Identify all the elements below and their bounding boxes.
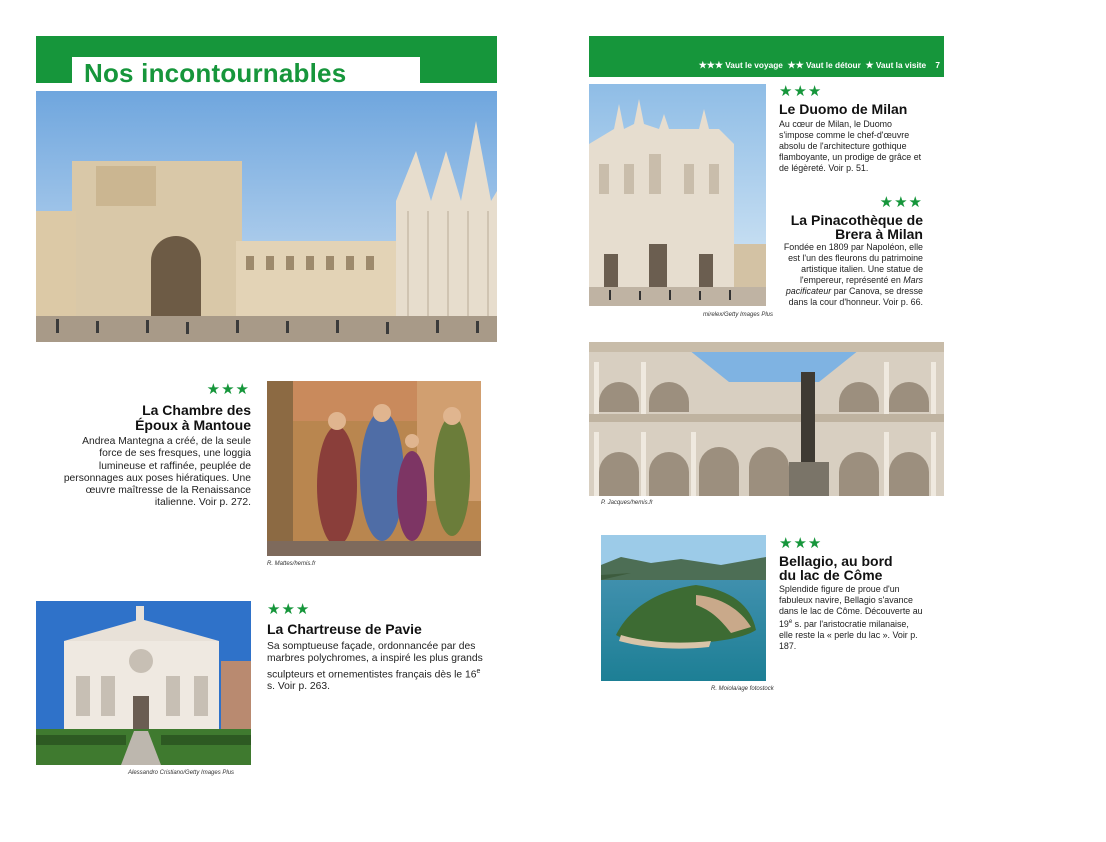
brera-title-line2: Brera à Milan [835, 226, 923, 242]
mantoue-photo-credit: R. Mattes/hemis.fr [267, 561, 316, 567]
pavie-photo-credit: Alessandro Cristiano/Getty Images Plus [128, 770, 235, 776]
galleria-photo [36, 91, 497, 342]
chartreuse-pavie-photo [36, 601, 251, 765]
brera-title-line1: La Pinacothèque de [790, 212, 923, 228]
mantoue-stars: ★★★ [206, 380, 250, 398]
pavie-stars: ★★★ [267, 600, 311, 618]
pavie-text-part2: s. Voir p. 263. [267, 681, 330, 693]
bellagio-text-sup: e [788, 618, 793, 625]
bellagio-stars: ★★★ [779, 534, 823, 552]
page-title: Nos incontournables [84, 58, 347, 88]
duomo-text: Au cœur de Milan, le Duomo s'impose comme le chef-d'œuvre absolu de l'architecture gothique flamboyante, un prodige de grâce et de légèreté. Voir p. 51. [779, 119, 922, 173]
brera-photo-credit: P. Jacques/hemis.fr [601, 500, 653, 506]
mantoue-title-line2: Époux à Mantoue [135, 417, 251, 433]
bellagio-text-part1: Splendide figure de proue d'un fabuleux navire, Bellagio s'avance dans le lac de Côme. Découverte au 19 [779, 584, 923, 629]
legend-label-2: Vaut le détour [805, 60, 861, 70]
legend-label-3: Vaut le voyage [725, 60, 783, 70]
bellagio-text-part2: s. par l'aristocratie milanaise, elle reste la « perle du lac ». Voir p. 187. [779, 618, 918, 651]
legend-stars-3: ★★★ [698, 60, 723, 70]
mantoue-text: Andrea Mantegna a créé, de la seule force de ses fresques, une loggia lumineuse et raffinée, peuplée de personnages aux poses hiératiques. Une œuvre maîtresse de la Renaissance italienne. Voir p. 272. [63, 436, 251, 509]
pavie-text [267, 641, 483, 694]
brera-courtyard-photo [589, 342, 944, 496]
pavie-text-part1: Sa somptueuse façade, ordonnancée par des marbres polychromes, a inspiré les plus grands sculpteurs et ornementistes français dès le 16 [267, 641, 483, 681]
bellagio-title-line2: du lac de Côme [779, 567, 883, 583]
duomo-stars: ★★★ [779, 82, 823, 100]
duomo-title: Le Duomo de Milan [779, 101, 908, 117]
legend-stars-1: ★ [865, 60, 874, 70]
bellagio-title-line1: Bellagio, au bord [779, 553, 893, 569]
bellagio-text [779, 584, 924, 651]
legend-label-1: Vaut la visite [875, 60, 927, 70]
page-number: 7 [935, 60, 940, 70]
bellagio-photo [601, 535, 766, 681]
pavie-text-sup: e [476, 667, 481, 675]
duomo-photo [589, 84, 766, 306]
duomo-photo-credit: mirelex/Getty Images Plus [703, 312, 774, 318]
mantegna-fresco-photo [267, 381, 481, 556]
mantoue-title-line1: La Chambre des [142, 402, 251, 418]
brera-stars: ★★★ [879, 193, 923, 211]
pavie-title: La Chartreuse de Pavie [267, 621, 422, 637]
brera-text-part2: par Canova, se dresse dans la cour d'honneur. Voir p. 66. [788, 285, 923, 307]
brera-text-italic: Mars pacificateur [785, 274, 923, 296]
star-legend [640, 60, 940, 71]
brera-text-part1: Fondée en 1809 par Napoléon, elle est l'un des fleurons du patrimoine artistique italien. Une statue de l'empereur, représenté en [783, 242, 923, 285]
bellagio-photo-credit: R. Moiola/age fotostock [711, 686, 774, 692]
legend-stars-2: ★★ [787, 60, 804, 70]
brera-text [781, 242, 923, 307]
